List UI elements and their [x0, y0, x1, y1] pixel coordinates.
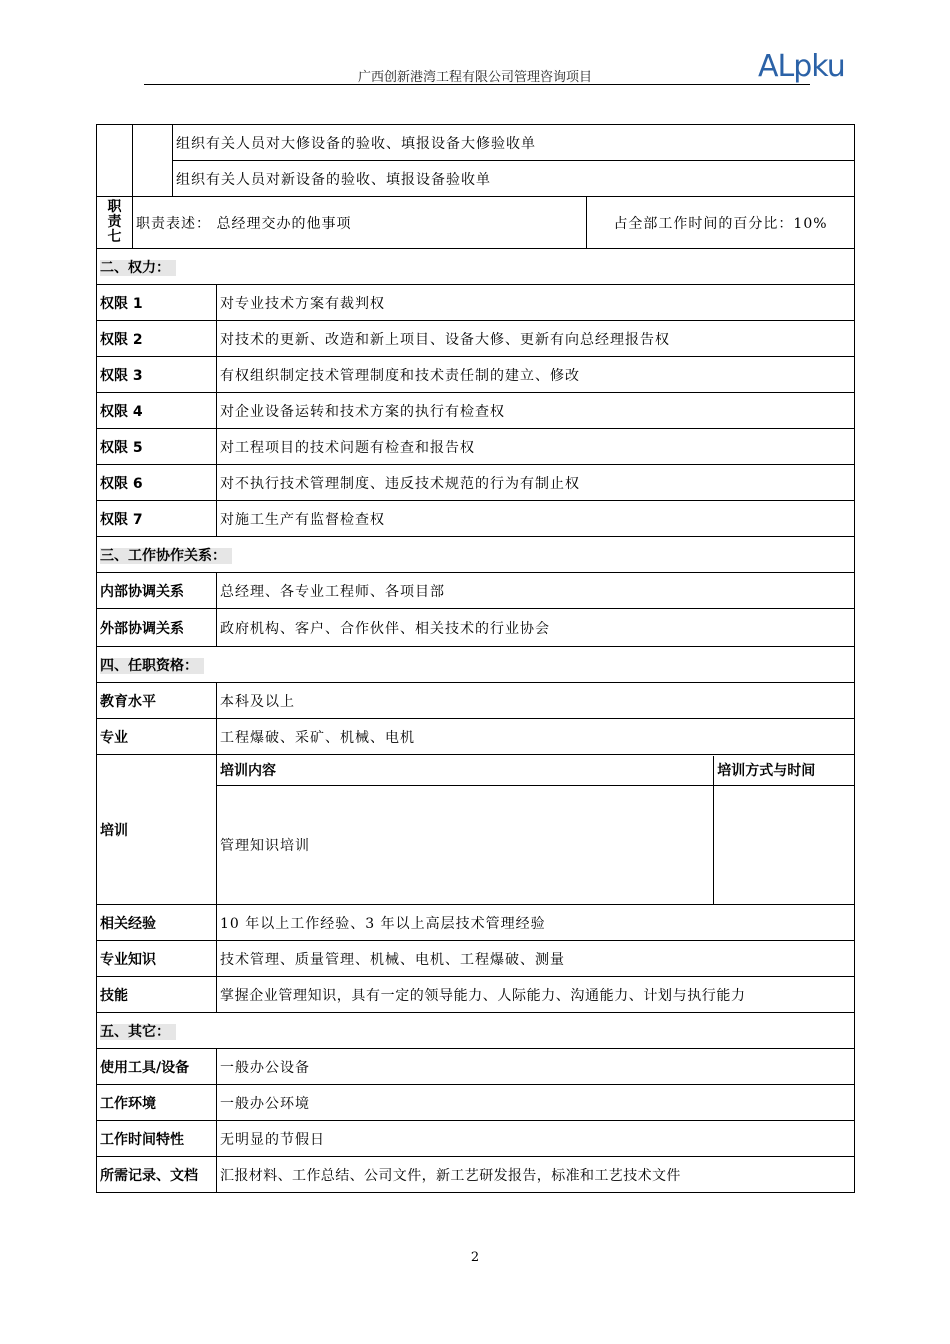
power-row [97, 357, 855, 393]
duty-7-label [97, 197, 133, 249]
duty-row [97, 161, 855, 197]
other-row [97, 1085, 855, 1121]
qualification-row [97, 941, 855, 977]
qualification-row [97, 905, 855, 941]
major-text: 工程爆破、采矿、机械、电机 [217, 719, 855, 755]
skills-text: 掌握企业管理知识，具有一定的领导能力、人际能力、沟通能力、计划与执行能力 [217, 977, 855, 1013]
external-relation-label: 外部协调关系 [97, 609, 217, 647]
other-row [97, 1121, 855, 1157]
duty-item-2: 组织有关人员对新设备的验收、填报设备验收单 [173, 161, 855, 197]
section-row [97, 249, 855, 285]
power-label: 权限 5 [97, 429, 217, 465]
duty-7-char: 责 [107, 214, 122, 230]
power-label: 权限 2 [97, 321, 217, 357]
duty-7-row [97, 197, 855, 249]
environment-label: 工作环境 [97, 1085, 217, 1121]
section-row [97, 537, 855, 573]
power-text: 对技术的更新、改造和新上项目、设备大修、更新有向总经理报告权 [217, 321, 855, 357]
internal-relation-label: 内部协调关系 [97, 573, 217, 609]
power-row [97, 321, 855, 357]
duty-7-description: 职责表述： 总经理交办的他事项 [133, 197, 587, 249]
header-divider [144, 84, 810, 85]
training-row [97, 755, 855, 905]
section-title-powers: 二、权力： [97, 249, 855, 285]
power-row [97, 429, 855, 465]
training-method-header: 培训方式与时间 [714, 756, 854, 786]
power-text: 对不执行技术管理制度、违反技术规范的行为有制止权 [217, 465, 855, 501]
training-content-header: 培训内容 [217, 756, 714, 786]
section-title-qualifications: 四、任职资格： [97, 647, 855, 683]
environment-text: 一般办公环境 [217, 1085, 855, 1121]
other-row [97, 1157, 855, 1193]
records-text: 汇报材料、工作总结、公司文件，新工艺研发报告，标准和工艺技术文件 [217, 1157, 855, 1193]
skills-label: 技能 [97, 977, 217, 1013]
power-label: 权限 7 [97, 501, 217, 537]
duty-spacer-cell [133, 125, 173, 197]
duty-number-cell [97, 125, 133, 197]
training-subtable [217, 756, 854, 904]
work-time-label: 工作时间特性 [97, 1121, 217, 1157]
cooperation-row [97, 609, 855, 647]
duty-item-1: 组织有关人员对大修设备的验收、填报设备大修验收单 [173, 125, 855, 161]
power-row [97, 465, 855, 501]
training-method [714, 786, 854, 904]
experience-text: 10 年以上工作经验、3 年以上高层技术管理经验 [217, 905, 855, 941]
cooperation-row [97, 573, 855, 609]
power-text: 对工程项目的技术问题有检查和报告权 [217, 429, 855, 465]
power-text: 对施工生产有监督检查权 [217, 501, 855, 537]
training-content: 管理知识培训 [217, 786, 714, 904]
records-label: 所需记录、文档 [97, 1157, 217, 1193]
page-number: 2 [470, 1250, 480, 1265]
power-label: 权限 1 [97, 285, 217, 321]
company-logo [758, 50, 870, 84]
external-relation-text: 政府机构、客户、合作伙伴、相关技术的行业协会 [217, 609, 855, 647]
internal-relation-text: 总经理、各专业工程师、各项目部 [217, 573, 855, 609]
job-description-table [96, 124, 855, 1193]
tools-label: 使用工具/设备 [97, 1049, 217, 1085]
power-label: 权限 4 [97, 393, 217, 429]
other-row [97, 1049, 855, 1085]
section-row [97, 647, 855, 683]
tools-text: 一般办公设备 [217, 1049, 855, 1085]
section-title-others: 五、其它： [97, 1013, 855, 1049]
experience-label: 相关经验 [97, 905, 217, 941]
power-row [97, 501, 855, 537]
power-text: 有权组织制定技术管理制度和技术责任制的建立、修改 [217, 357, 855, 393]
power-label: 权限 3 [97, 357, 217, 393]
training-detail-cell [217, 755, 855, 905]
section-row [97, 1013, 855, 1049]
power-row [97, 393, 855, 429]
duty-7-char: 七 [107, 229, 122, 245]
power-label: 权限 6 [97, 465, 217, 501]
education-label: 教育水平 [97, 683, 217, 719]
document-header-title: 广西创新港湾工程有限公司管理咨询项目 [357, 70, 592, 85]
qualification-row [97, 683, 855, 719]
qualification-row [97, 977, 855, 1013]
logo-text: ALpku [758, 49, 845, 84]
power-text: 对专业技术方案有裁判权 [217, 285, 855, 321]
knowledge-text: 技术管理、质量管理、机械、电机、工程爆破、测量 [217, 941, 855, 977]
section-title-cooperation: 三、工作协作关系： [97, 537, 855, 573]
duty-7-time-percent: 占全部工作时间的百分比：10% [587, 197, 855, 249]
power-row [97, 285, 855, 321]
duty-row [97, 125, 855, 161]
work-time-text: 无明显的节假日 [217, 1121, 855, 1157]
education-text: 本科及以上 [217, 683, 855, 719]
power-text: 对企业设备运转和技术方案的执行有检查权 [217, 393, 855, 429]
duty-7-char: 职 [107, 199, 122, 215]
qualification-row [97, 719, 855, 755]
major-label: 专业 [97, 719, 217, 755]
knowledge-label: 专业知识 [97, 941, 217, 977]
training-label: 培训 [97, 755, 217, 905]
